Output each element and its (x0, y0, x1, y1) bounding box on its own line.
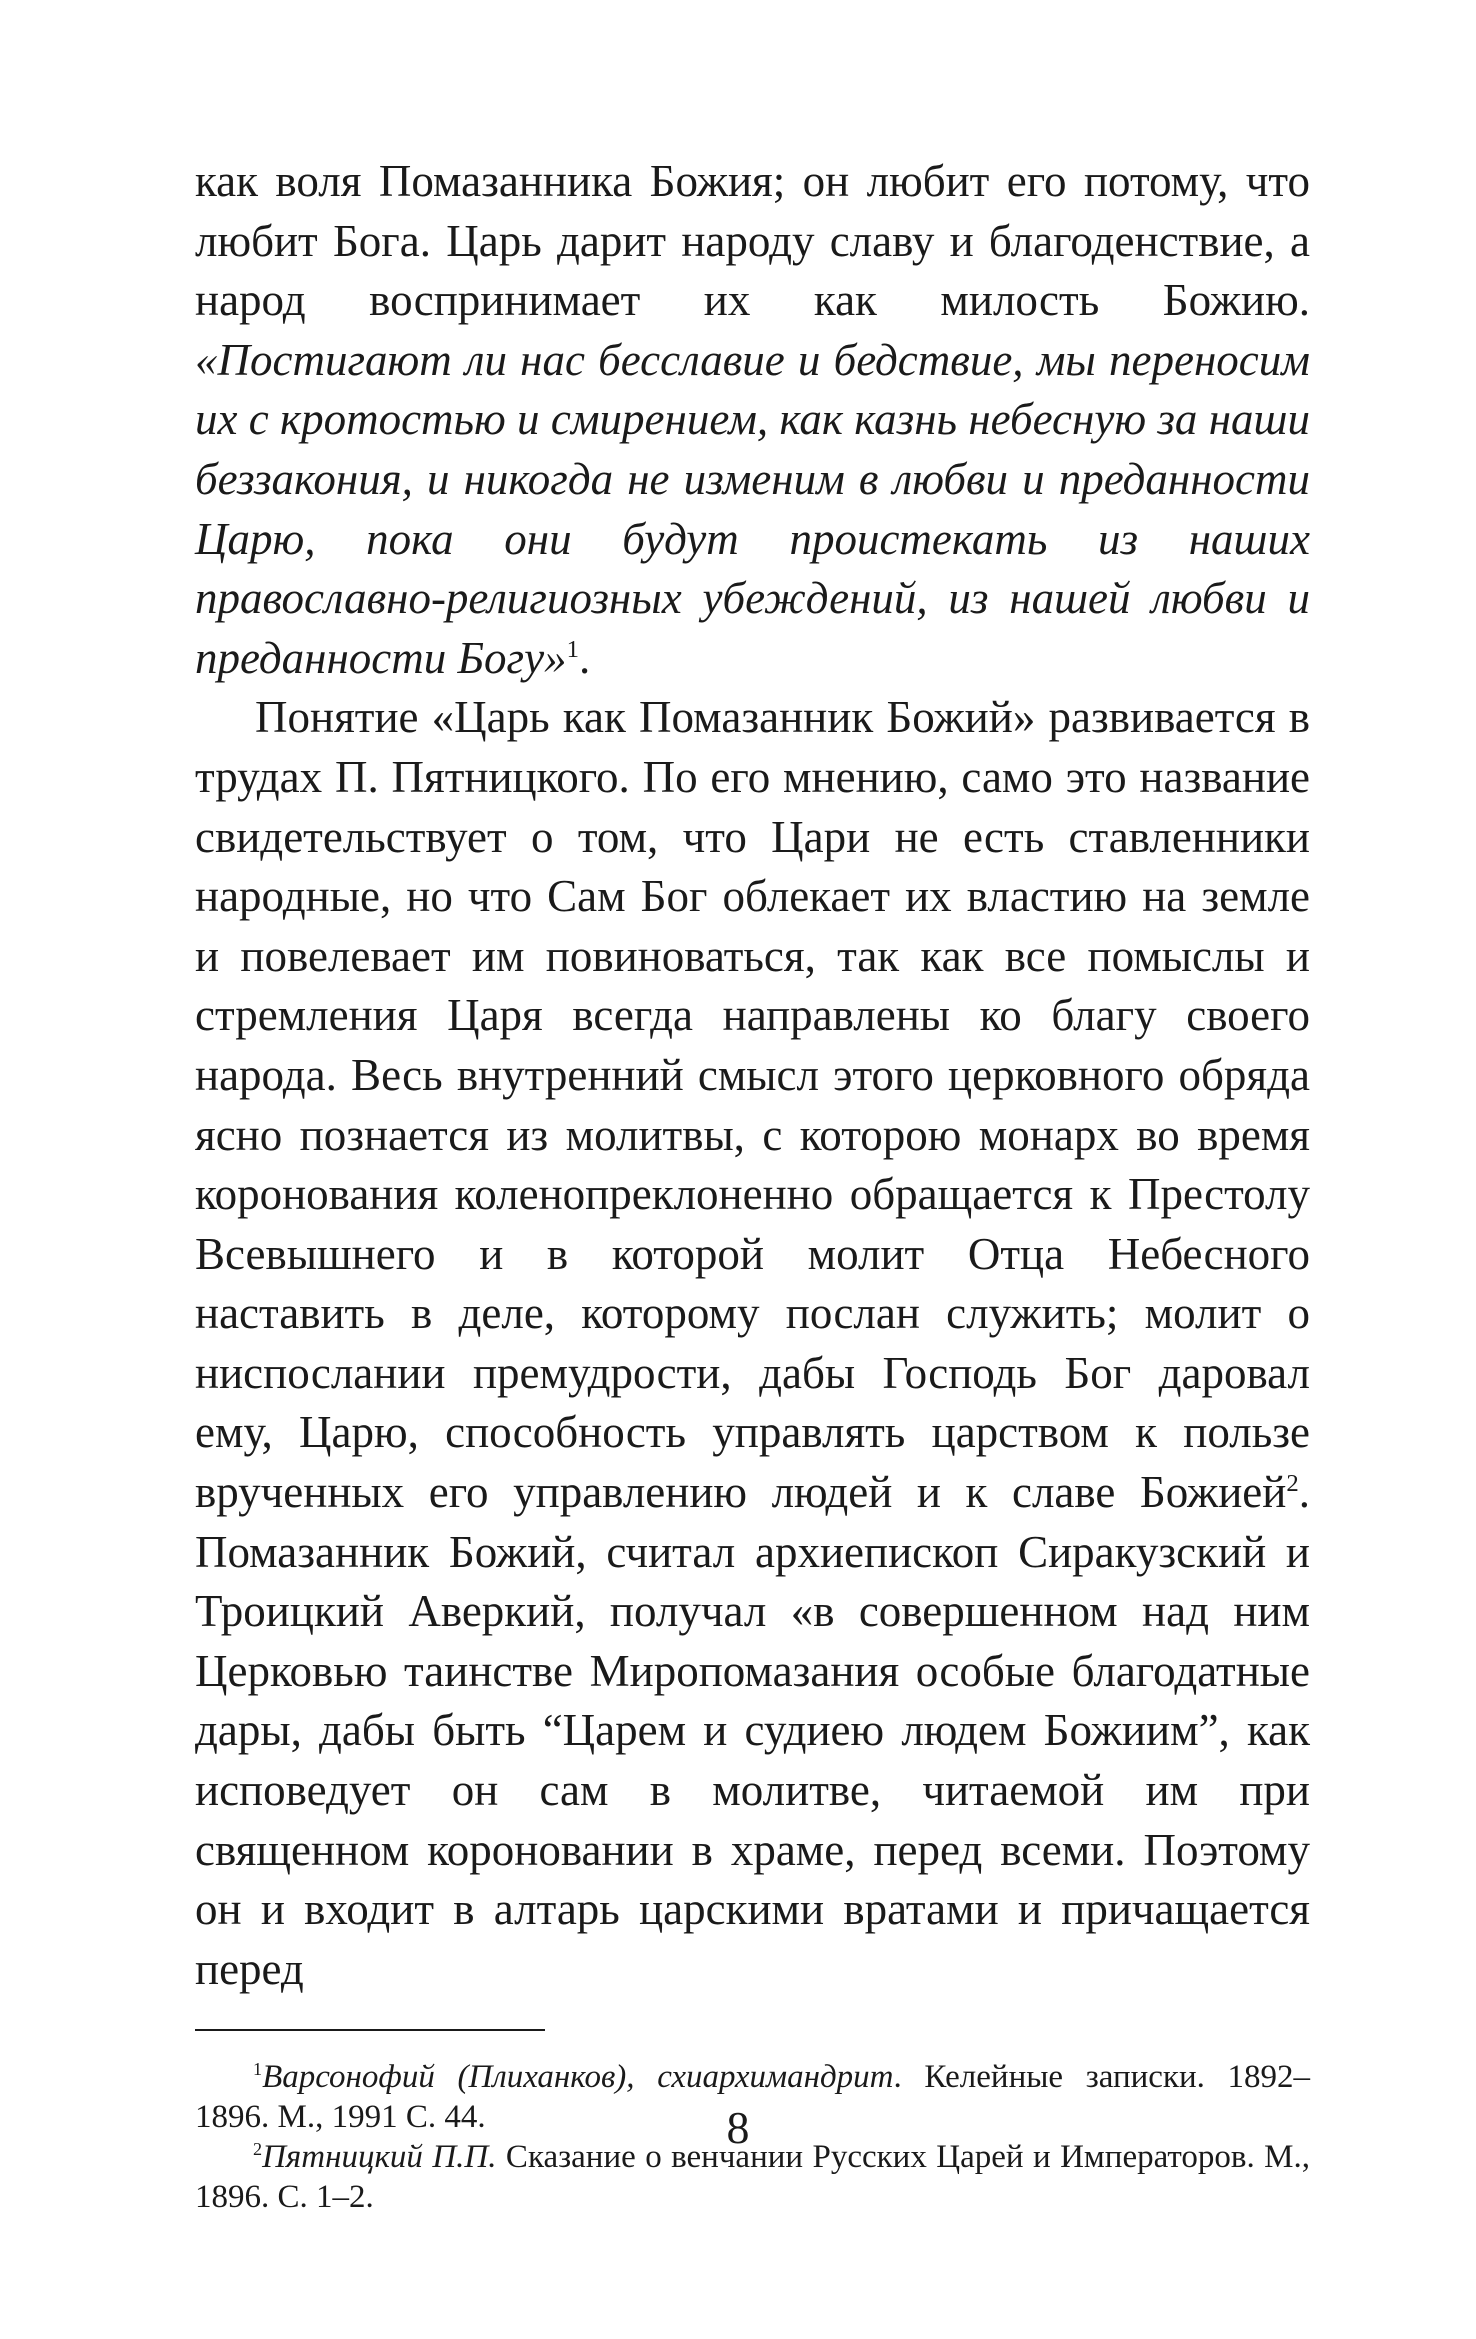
footnote-1-author: Варсонофий (Плиханков), схиархимандрит (262, 2059, 894, 2096)
paragraph-2-text-a: Понятие «Царь как Помазанник Божий» развивается в трудах П. Пятницкого. По его мнению, само это название свидетельствует о том, что Цари не есть ставленники народные, но что Сам Бог облекает их властию на земле и повелевает им повиноваться, так как все помыслы и стремления Царя всегда направлены ко благу своего народа. Весь внутренний смысл этого церковного обряда ясно познается из молитвы, с которою монарх во время коронования коленопреклоненно обращается к Престолу Всевышнего и в которой молит Отца Небесного наставить в деле, которому послан служить; молит о ниспослании премудрости, дабы Господь Бог даровал ему, Царю, способность управлять царством к пользе врученных его управлению людей и к славе Божией (195, 692, 1310, 1518)
footnote-ref-1[interactable]: 1 (566, 635, 579, 663)
footnote-1-number: 1 (253, 2059, 263, 2080)
footnote-2-number: 2 (253, 2139, 263, 2160)
paragraph-1 (195, 152, 1310, 688)
footnote-ref-2[interactable]: 2 (1286, 1470, 1299, 1498)
paragraph-1-text: как воля Помазанника Божия; он любит его потому, что любит Бога. Царь дарит народу славу и благоденствие, а народ воспринимает их как милость Божию. (195, 156, 1310, 326)
footnote-1-text: . Келейные записки. 1892–1896. М., 1991 С. 44. (195, 2059, 1311, 2136)
page-content (195, 152, 1310, 2217)
footnote-2-author: Пятницкий П.П. (262, 2139, 497, 2176)
page-number: 8 (726, 2102, 750, 2153)
main-text (195, 152, 1310, 1999)
quote-italic: «Постигают ли нас бесславие и бедствие, мы переносим их с кротостью и смирением, как казнь небесную за наши беззакония, и никогда не изменим в любви и преданности Царю, пока они будут проистекать из наших православно-религиозных убеждений, из нашей любви и преданности Богу» (195, 334, 1310, 683)
paragraph-2-text-b: . Помазанник Божий, считал архиепископ Сиракузский и Троицкий Аверкий, получал «в совершенном над ним Церковью таинстве Миропомазания особые благодатные дары, дабы быть “Царем и судиею людем Божиим”, как исповедует он сам в молитве, читаемой им при священном короновании в храме, перед всеми. Поэтому он и входит в алтарь царскими вратами и причащается перед (195, 1467, 1310, 1994)
footnote-2-text: Сказание о венчании Русских Царей и Императоров. М., 1896. С. 1–2. (195, 2139, 1310, 2216)
paragraph-2 (195, 688, 1310, 1999)
footnote-divider (195, 2029, 545, 2031)
paragraph-1-end: . (578, 632, 591, 683)
